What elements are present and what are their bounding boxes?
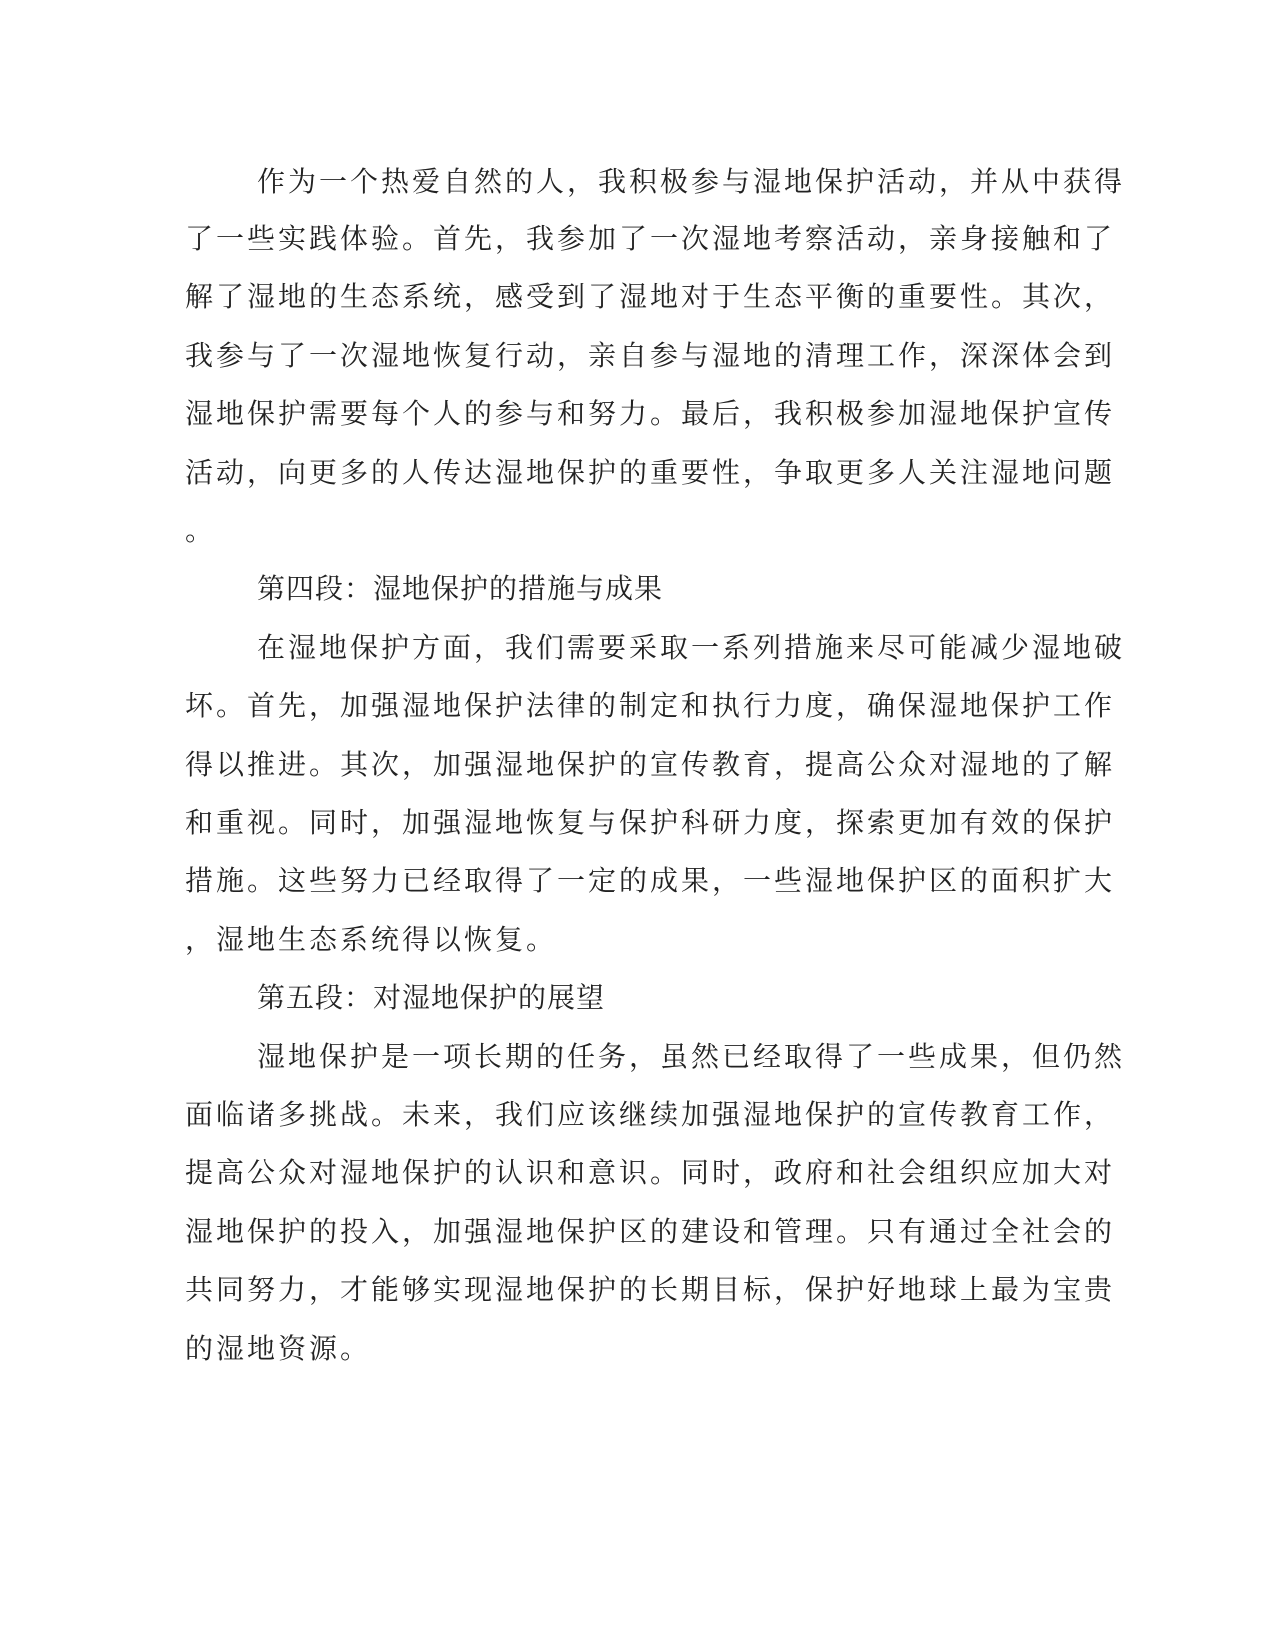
paragraph-2-line-5: 措施。这些努力已经取得了一定的成果，一些湿地保护区的面积扩大 (185, 864, 1116, 897)
paragraph-1-line-6: 活动，向更多的人传达湿地保护的重要性，争取更多人关注湿地问题 (185, 456, 1116, 489)
paragraph-2-line-2: 坏。首先，加强湿地保护法律的制定和执行力度，确保湿地保护工作 (185, 689, 1116, 722)
paragraph-1-line-4: 我参与了一次湿地恢复行动，亲自参与湿地的清理工作，深深体会到 (185, 339, 1116, 372)
paragraph-1-line-3: 解了湿地的生态系统，感受到了湿地对于生态平衡的重要性。其次， (185, 280, 1116, 313)
paragraph-1-line-1: 作为一个热爱自然的人，我积极参与湿地保护活动，并从中获得 (257, 165, 1126, 198)
paragraph-3-line-6: 的湿地资源。 (185, 1332, 372, 1365)
paragraph-2-line-1: 在湿地保护方面，我们需要采取一系列措施来尽可能减少湿地破 (257, 631, 1126, 664)
paragraph-3-line-1: 湿地保护是一项长期的任务，虽然已经取得了一些成果，但仍然 (257, 1040, 1126, 1073)
section-heading-5: 第五段：对湿地保护的展望 (257, 981, 606, 1014)
paragraph-2-line-6: ，湿地生态系统得以恢复。 (185, 923, 558, 956)
paragraph-1-line-2: 了一些实践体验。首先，我参加了一次湿地考察活动，亲身接触和了 (185, 222, 1116, 255)
paragraph-3-line-4: 湿地保护的投入，加强湿地保护区的建设和管理。只有通过全社会的 (185, 1215, 1116, 1248)
paragraph-3-line-3: 提高公众对湿地保护的认识和意识。同时，政府和社会组织应加大对 (185, 1156, 1116, 1189)
section-heading-4: 第四段：湿地保护的措施与成果 (257, 572, 664, 605)
paragraph-3-line-5: 共同努力，才能够实现湿地保护的长期目标，保护好地球上最为宝贵 (185, 1273, 1116, 1306)
paragraph-1-line-7: 。 (185, 514, 217, 547)
paragraph-2-line-4: 和重视。同时，加强湿地恢复与保护科研力度，探索更加有效的保护 (185, 806, 1116, 839)
paragraph-3-line-2: 面临诸多挑战。未来，我们应该继续加强湿地保护的宣传教育工作， (185, 1098, 1116, 1131)
paragraph-1-line-5: 湿地保护需要每个人的参与和努力。最后，我积极参加湿地保护宣传 (185, 397, 1116, 430)
paragraph-2-line-3: 得以推进。其次，加强湿地保护的宣传教育，提高公众对湿地的了解 (185, 748, 1116, 781)
